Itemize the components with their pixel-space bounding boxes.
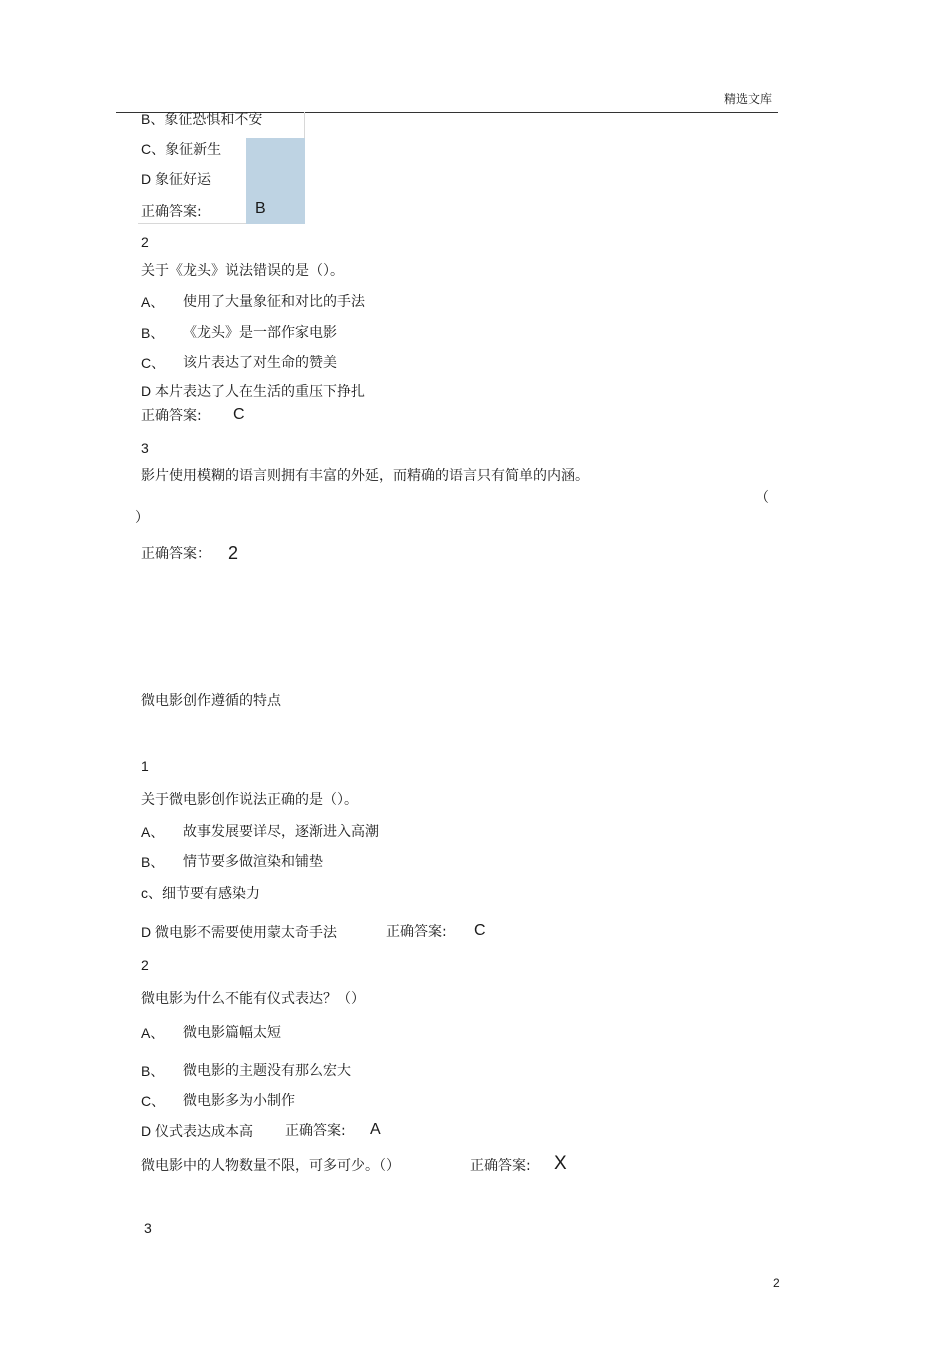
s2-tf-question: 微电影中的人物数量不限，可多可少。（） bbox=[141, 1158, 400, 1174]
s1-q3-paren-close: ） bbox=[135, 510, 149, 526]
page-number: 2 bbox=[773, 1276, 780, 1290]
s1-q2-option-c-text: 该片表达了对生命的赞美 bbox=[183, 355, 337, 371]
s2-q2-option-b-letter: B、 bbox=[141, 1063, 165, 1079]
s2-q1-option-a-letter: A、 bbox=[141, 824, 165, 840]
s2-q1-number: 1 bbox=[141, 758, 149, 774]
s2-q1-question: 关于微电影创作说法正确的是（）。 bbox=[141, 792, 358, 808]
s1-q1-option-d: D 象征好运 bbox=[141, 171, 211, 187]
s2-q1-answer-value: C bbox=[474, 922, 486, 939]
s1-q3-number: 3 bbox=[141, 440, 149, 456]
s2-q1-option-b-letter: B、 bbox=[141, 854, 165, 870]
section2-title: 微电影创作遵循的特点 bbox=[141, 693, 281, 709]
s2-q2-option-d: D 仪式表达成本高 bbox=[141, 1123, 253, 1139]
s1-q1-answer-value: B bbox=[255, 200, 266, 217]
s2-q2-number: 2 bbox=[141, 957, 149, 973]
s1-q2-option-c-letter: C、 bbox=[141, 355, 166, 371]
s1-q1-option-c: C、象征新生 bbox=[141, 141, 222, 157]
s2-q2-option-a-letter: A、 bbox=[141, 1025, 165, 1041]
s1-q2-option-a-letter: A、 bbox=[141, 294, 165, 310]
s2-q1-option-c: c、细节要有感染力 bbox=[141, 885, 260, 901]
s1-q2-option-b-letter: B、 bbox=[141, 325, 165, 341]
s1-q2-option-a-text: 使用了大量象征和对比的手法 bbox=[183, 294, 365, 310]
s1-q2-answer-label: 正确答案: bbox=[141, 408, 202, 424]
header-brand: 精选文库 bbox=[724, 92, 773, 106]
s1-q2-option-b-text: 《龙头》是一部作家电影 bbox=[183, 325, 337, 341]
s2-tf-answer-value: X bbox=[554, 1153, 567, 1174]
s1-q2-number: 2 bbox=[141, 234, 149, 250]
s1-q2-question: 关于《龙头》说法错误的是（）。 bbox=[141, 263, 344, 279]
s2-q1-option-a-text: 故事发展要详尽，逐渐进入高潮 bbox=[183, 824, 379, 840]
s1-q2-option-d: D 本片表达了人在生活的重压下挣扎 bbox=[141, 383, 365, 399]
s1-q3-paren-open: （ bbox=[755, 490, 769, 506]
s2-q3-number: 3 bbox=[144, 1220, 152, 1236]
s1-q3-answer-value: 2 bbox=[228, 543, 239, 563]
s2-q2-question: 微电影为什么不能有仪式表达？（） bbox=[141, 991, 365, 1007]
s2-q2-option-b-text: 微电影的主题没有那么宏大 bbox=[183, 1063, 351, 1079]
s2-q2-answer-label: 正确答案: bbox=[285, 1123, 346, 1139]
s2-q2-option-a-text: 微电影篇幅太短 bbox=[183, 1025, 281, 1041]
s2-q1-option-d: D 微电影不需要使用蒙太奇手法 bbox=[141, 924, 337, 940]
s2-q2-answer-value: A bbox=[370, 1121, 381, 1138]
s2-q1-answer-label: 正确答案: bbox=[386, 924, 447, 940]
s1-q1-option-b: B、象征恐惧和不安 bbox=[141, 111, 263, 127]
s1-q3-answer-label: 正确答案： bbox=[141, 546, 211, 562]
s1-q1-answer-label: 正确答案: bbox=[141, 204, 202, 220]
s1-q2-answer-value: C bbox=[233, 406, 245, 423]
s2-q2-option-c-letter: C、 bbox=[141, 1093, 166, 1109]
s2-tf-answer-label: 正确答案: bbox=[470, 1158, 531, 1174]
s1-q3-question: 影片使用模糊的语言则拥有丰富的外延，而精确的语言只有简单的内涵。 bbox=[141, 468, 589, 484]
s2-q2-option-c-text: 微电影多为小制作 bbox=[183, 1093, 295, 1109]
s2-q1-option-b-text: 情节要多做渲染和铺垫 bbox=[183, 854, 323, 870]
